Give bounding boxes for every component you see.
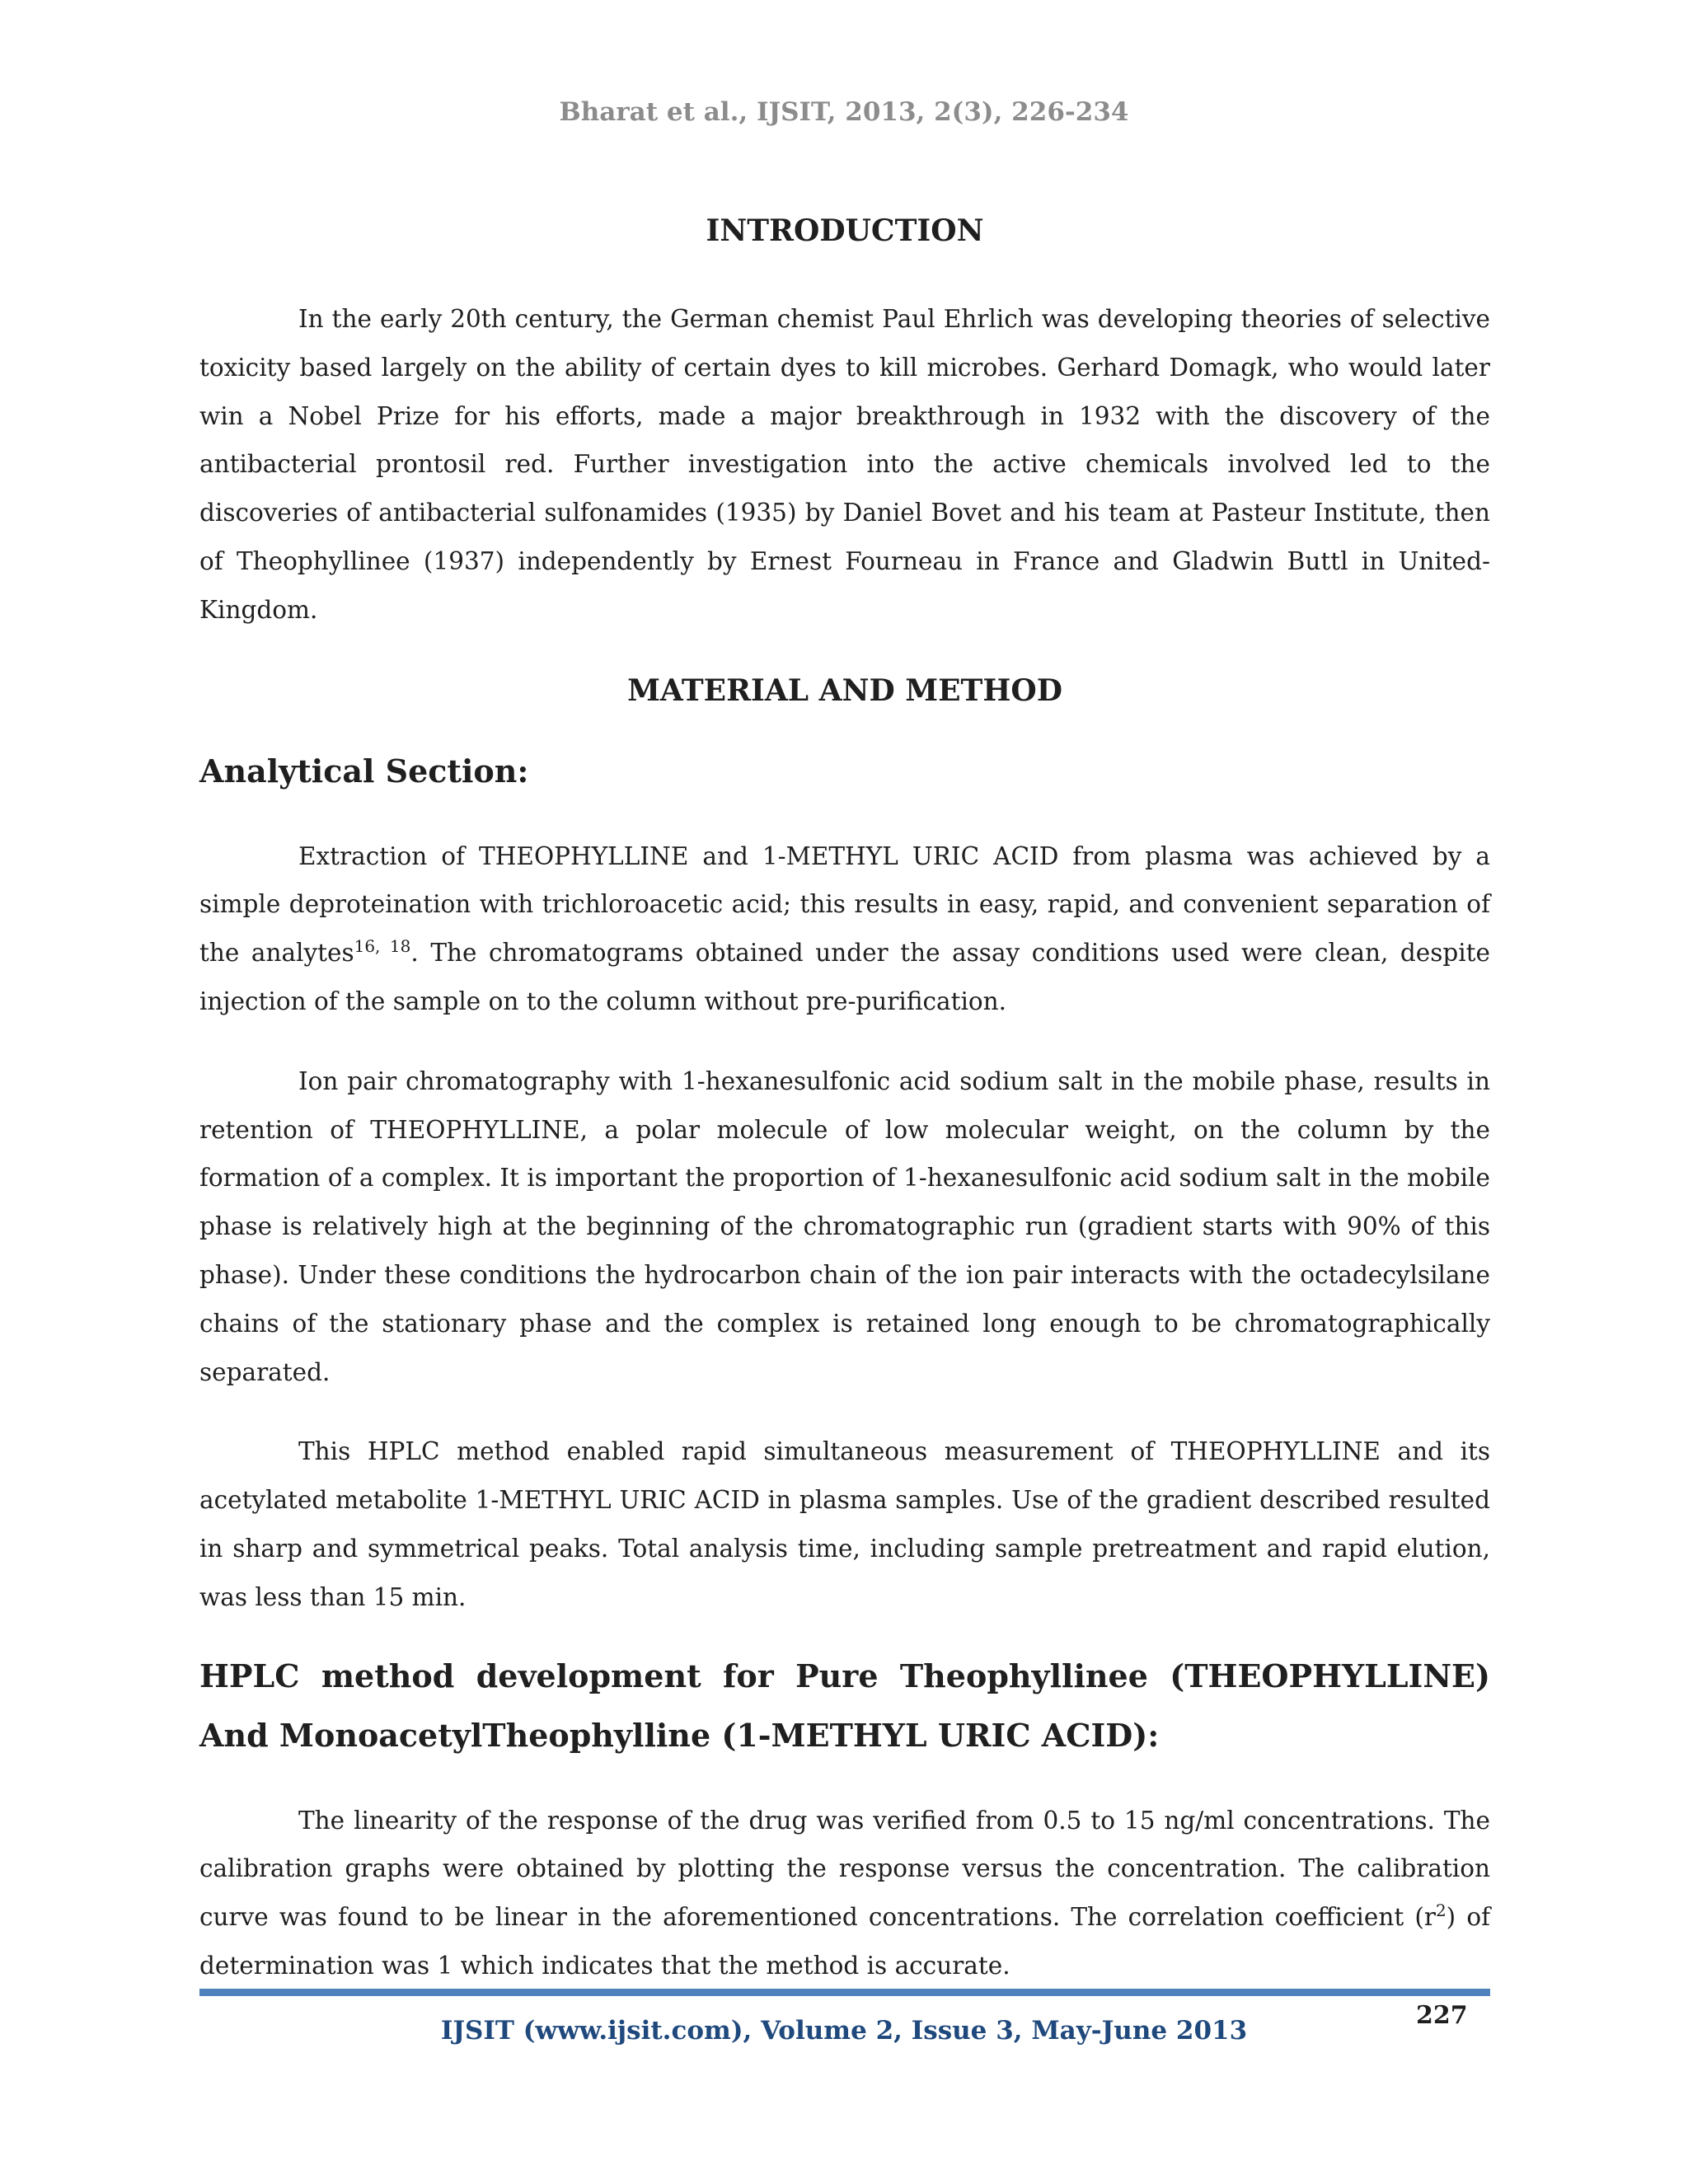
analytical-paragraph-1 [199,832,1490,1026]
material-method-heading: MATERIAL AND METHOD [627,673,1062,708]
hplc-text-end: ) of determination was 1 which indicates that the method is accurate. [199,1903,1490,1980]
r-squared-superscript: 2 [1435,1900,1447,1921]
article-body [199,204,1490,1990]
hplc-paragraph [199,1797,1490,1990]
running-header: Bharat et al., IJSIT, 2013, 2(3), 226-234 [559,97,1129,127]
analytical-p1-text: Extraction of THEOPHYLLINE and 1-METHYL URIC ACID from plasma was achieved by a simple deproteination with trichloroacetic acid; this results in easy, rapid, and convenient separation of the analytes [199,841,1490,968]
hplc-heading: HPLC method development for Pure Theophyllinee (THEOPHYLLINE) And MonoacetylTheophylline (1-METHYL URIC ACID): [199,1657,1490,1754]
hplc-text: The linearity of the response of the drug was verified from 0.5 to 15 ng/ml concentrations. The calibration graphs were obtained by plotting the response versus the concentration. The calibration curve was found to be linear in the aforementioned concentrations. The correlation coefficient (r [199,1806,1490,1932]
citation-superscript: 16, 18 [354,936,411,957]
analytical-paragraph-3: This HPLC method enabled rapid simultaneous measurement of THEOPHYLLINE and its acetylated metabolite 1-METHYL URIC ACID in plasma samples. Use of the gradient described resulted in sharp and symmetrical peaks. Total analysis time, including sample pretreatment and rapid elution, was less than 15 min. [199,1437,1490,1611]
footer-rule [199,1989,1490,1996]
page-number: 227 [1416,2001,1468,2030]
analytical-paragraph-2: Ion pair chromatography with 1-hexanesulfonic acid sodium salt in the mobile phase, results in retention of THEOPHYLLINE, a polar molecule of low molecular weight, on the column by the formation of a complex. It is important the proportion of 1-hexanesulfonic acid sodium salt in the mobile phase is relatively high at the beginning of the chromatographic run (gradient starts with 90% of this phase). Under these conditions the hydrocarbon chain of the ion pair interacts with the octadecylsilane chains of the stationary phase and the complex is retained long enough to be chromatographically separated. [199,1066,1490,1386]
journal-footer: IJSIT (www.ijsit.com), Volume 2, Issue 3, May-June 2013 [440,2016,1248,2046]
introduction-heading: INTRODUCTION [706,213,984,248]
analytical-p1-text-end: . The chromatograms obtained under the assay conditions used were clean, despite injection of the sample on to the column without pre-purification. [199,939,1490,1015]
analytical-section-heading: Analytical Section: [199,752,529,790]
introduction-paragraph: In the early 20th century, the German chemist Paul Ehrlich was developing theories of selective toxicity based largely on the ability of certain dyes to kill microbes. Gerhard Domagk, who would later win a Nobel Prize for his efforts, made a major breakthrough in 1932 with the discovery of the antibacterial prontosil red. Further investigation into the active chemicals involved led to the discoveries of antibacterial sulfonamides (1935) by Daniel Bovet and his team at Pasteur Institute, then of Theophyllinee (1937) independently by Ernest Fourneau in France and Gladwin Buttl in United-Kingdom. [199,305,1490,624]
